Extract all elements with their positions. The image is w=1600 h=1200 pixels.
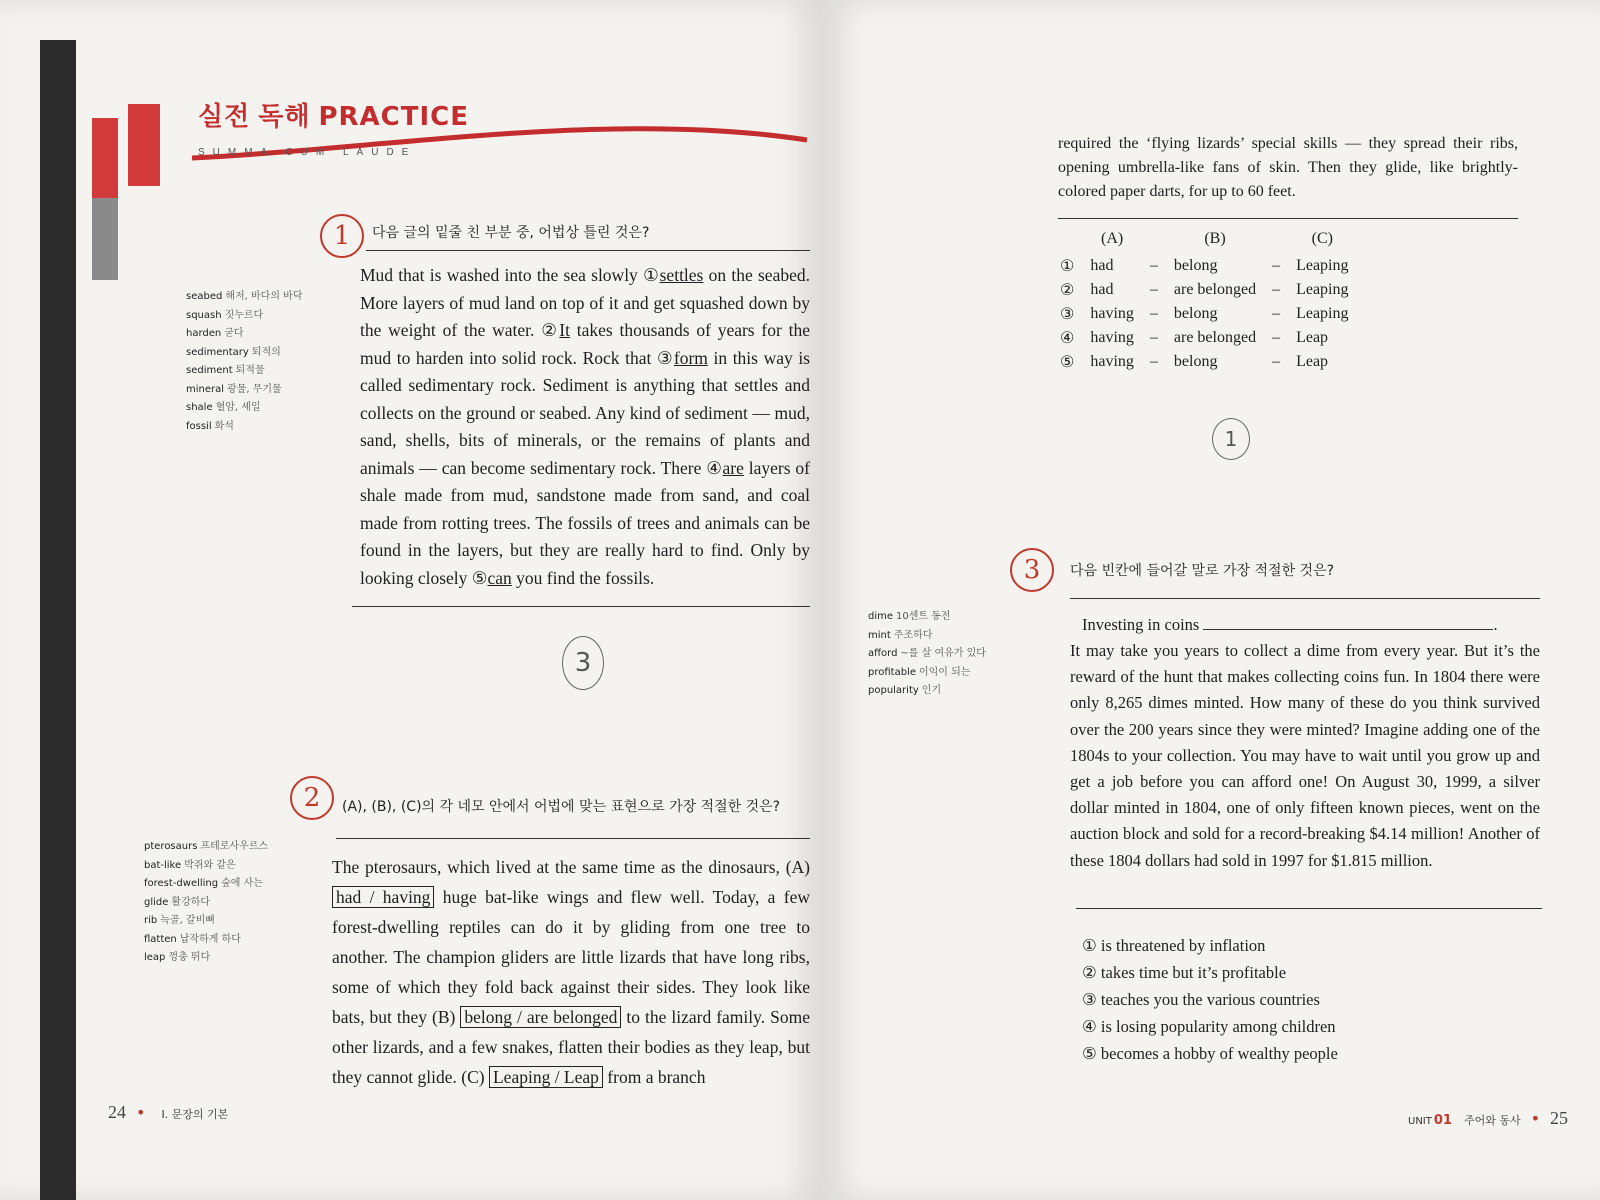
underlined-option-3: form xyxy=(673,347,708,368)
vocab-item: bat-like 박쥐와 같은 xyxy=(144,859,236,871)
handwritten-answer-1: 3 xyxy=(562,636,604,690)
title-korean-1: 실전 xyxy=(198,102,251,132)
question-3-bottom-rule xyxy=(1076,908,1542,909)
vocab-item: mineral 광물, 무기물 xyxy=(186,383,282,395)
choice-box-c: Leaping / Leap xyxy=(489,1066,603,1088)
question-2-number: 2 xyxy=(290,776,334,820)
binder-edge xyxy=(40,40,76,1200)
vocab-item: glide 활강하다 xyxy=(144,896,211,908)
choice-box-b: belong / are belonged xyxy=(460,1006,621,1028)
left-page-number: 24 xyxy=(108,1102,126,1122)
vocab-item: popularity 인기 xyxy=(868,685,942,696)
left-page-footer: 24 • I. 문장의 기본 xyxy=(108,1102,229,1122)
section-header xyxy=(198,96,477,158)
option-row: ① had – belong – Leaping xyxy=(1060,257,1349,275)
column-header-b: (B) xyxy=(1204,230,1226,247)
choice-4: ④ is losing popularity among children xyxy=(1082,1017,1336,1036)
vocab-item: shale 혈암, 셰일 xyxy=(186,402,261,413)
section-subtitle: SUMMA CUM LAUDE xyxy=(198,147,417,158)
vocab-item: mint 주조하다 xyxy=(868,629,933,641)
left-chapter-title: I. 문장의 기본 xyxy=(161,1108,229,1121)
choice-box-a: had / having xyxy=(332,886,434,908)
vocab-item: sedimentary 퇴적의 xyxy=(186,346,281,358)
question-2-passage-continued: required the ‘flying lizards’ special skills — they spread their ribs, opening umbrella-like fans of skin. Then they glide, like brightly-colored paper darts, for up to 60 feet. xyxy=(1058,135,1518,200)
underlined-option-2: It xyxy=(559,320,570,340)
side-tab-red xyxy=(92,118,118,198)
option-row: ⑤ having – belong – Leap xyxy=(1060,353,1329,371)
vocab-item: rib 늑골, 갈비뼈 xyxy=(144,915,215,926)
title-english: PRACTICE xyxy=(318,102,469,132)
question-1-vocab-list xyxy=(186,288,336,436)
question-3-prompt: 다음 빈칸에 들어갈 말로 가장 적절한 것은? xyxy=(1070,563,1335,579)
underlined-option-1: settles xyxy=(659,265,704,285)
handwritten-answer-2: 1 xyxy=(1212,418,1250,460)
vocab-item: leap 껑충 뛰다 xyxy=(144,952,211,963)
question-2-top-rule xyxy=(336,838,810,839)
vocab-item: pterosaurs 프테로사우르스 xyxy=(144,841,269,852)
section-title xyxy=(198,96,477,133)
vocab-item: forest-dwelling 숲에 사는 xyxy=(144,878,263,889)
side-tab-grey xyxy=(92,198,118,280)
choice-3: ③ teaches you the various countries xyxy=(1082,990,1320,1009)
choice-2: ② takes time but it’s profitable xyxy=(1082,963,1287,982)
question-1-number: 1 xyxy=(320,214,364,258)
vocab-item: fossil 화석 xyxy=(186,420,234,432)
column-header-c: (C) xyxy=(1311,230,1333,247)
question-3-passage: It may take you years to collect a dime from every year. But it’s the reward of the hunt that makes collecting coins fun. In 1804 there were only 8,265 dimes minted. How many of these do you think survived over the 200 years since they were minted? Imagine adding one of the 1804s to your collection. You may have to wait until you grow up and get a job before you can afford one! On August 30, 1999, a silver dollar minted in 1804, one of only fifteen known pieces, went on the auction block and sold for a record-breaking $4.14 million! Another of these 1804 dollars had sold in 1997 for $1.815 million. xyxy=(1070,641,1540,870)
answer-blank xyxy=(1203,615,1493,630)
question-3-title-line: Investing in coins . xyxy=(1082,615,1498,634)
right-page-footer: UNIT 01 주어와 동사 • 25 xyxy=(1408,1108,1569,1128)
unit-label: UNIT xyxy=(1408,1116,1432,1127)
question-3-number: 3 xyxy=(1010,548,1054,592)
vocab-item: seabed 해저, 바다의 바닥 xyxy=(186,291,303,302)
section-tab-marker xyxy=(128,104,160,186)
question-1-prompt: 다음 글의 밑줄 친 부분 중, 어법상 틀린 것은? xyxy=(372,225,650,241)
right-page xyxy=(820,0,1600,1200)
vocab-item: flatten 납작하게 하다 xyxy=(144,933,241,945)
passage-title-start: Investing in coins xyxy=(1082,615,1204,634)
question-1-bottom-rule xyxy=(352,606,810,607)
question-1-top-rule xyxy=(366,250,810,251)
underlined-option-5: can xyxy=(487,567,512,588)
vocab-item: sediment 퇴적물 xyxy=(186,365,265,376)
unit-title: 주어와 동사 xyxy=(1463,1114,1521,1127)
title-korean-2: 독해 xyxy=(258,102,311,132)
question-3-choices xyxy=(1082,932,1338,1067)
option-row: ④ having – are belonged – Leap xyxy=(1060,329,1329,347)
question-2-bottom-rule xyxy=(1058,218,1518,219)
right-page-number: 25 xyxy=(1550,1108,1569,1128)
option-row: ② had – are belonged – Leaping xyxy=(1060,281,1349,299)
vocab-item: squash 짓누르다 xyxy=(186,309,264,321)
vocab-item: afford ~를 살 여유가 있다 xyxy=(868,648,986,659)
option-row: ③ having – belong – Leaping xyxy=(1060,305,1349,323)
question-2-options-table xyxy=(1052,228,1357,374)
vocab-item: dime 10센트 동전 xyxy=(868,611,951,622)
choice-5: ⑤ becomes a hobby of wealthy people xyxy=(1082,1044,1338,1063)
vocab-item: profitable 이익이 되는 xyxy=(868,666,971,678)
question-3-vocab-list xyxy=(868,608,1028,701)
question-3-top-rule xyxy=(1070,598,1540,599)
options-header-row xyxy=(1052,228,1357,254)
question-1-passage: Mud that is washed into the sea slowly ①settles on the seabed. More layers of mud land on top of it and get squashed down by the weight of the water. ②It takes thousands of years for the mud to harden into solid rock. Rock that ③form in this way is called sedimentary rock. Sediment is anything that settles and collects on the ground or seabed. Any kind of sediment — mud, sand, shells, bits of minerals, or the remains of plants and animals — can become sedimentary rock. There ④are layers of shale made from mud, sandstone made from sand, and coal made from rotting trees. The fossils of trees and animals can be found in the layers, but they are really hard to find. Only by looking closely ⑤can you find the fossils. xyxy=(360,265,810,588)
vocab-item: harden 굳다 xyxy=(186,328,244,339)
choice-1: ① is threatened by inflation xyxy=(1082,936,1266,955)
underlined-option-4: are xyxy=(722,457,744,478)
unit-number: 01 xyxy=(1433,1113,1452,1128)
question-2-passage: The pterosaurs, which lived at the same time as the dinosaurs, (A) had / having huge bat-like wings and flew well. Today, a few forest-dwelling reptiles can do it by gliding from one tree to another. The champion gliders are little lizards that have long ribs, some of which they fold back against their sides. They look like bats, but they (B) belong / are belonged to the lizard family. Some other lizards, and a few snakes, flatten their bodies as they leap, but they cannot glide. (C) Leaping / Leap from a branch xyxy=(332,857,810,1087)
column-header-a: (A) xyxy=(1101,230,1124,247)
question-2-prompt: (A), (B), (C)의 각 네모 안에서 어법에 맞는 표현으로 가장 적절한 것은? xyxy=(342,799,781,815)
question-2-vocab-list xyxy=(144,838,314,968)
